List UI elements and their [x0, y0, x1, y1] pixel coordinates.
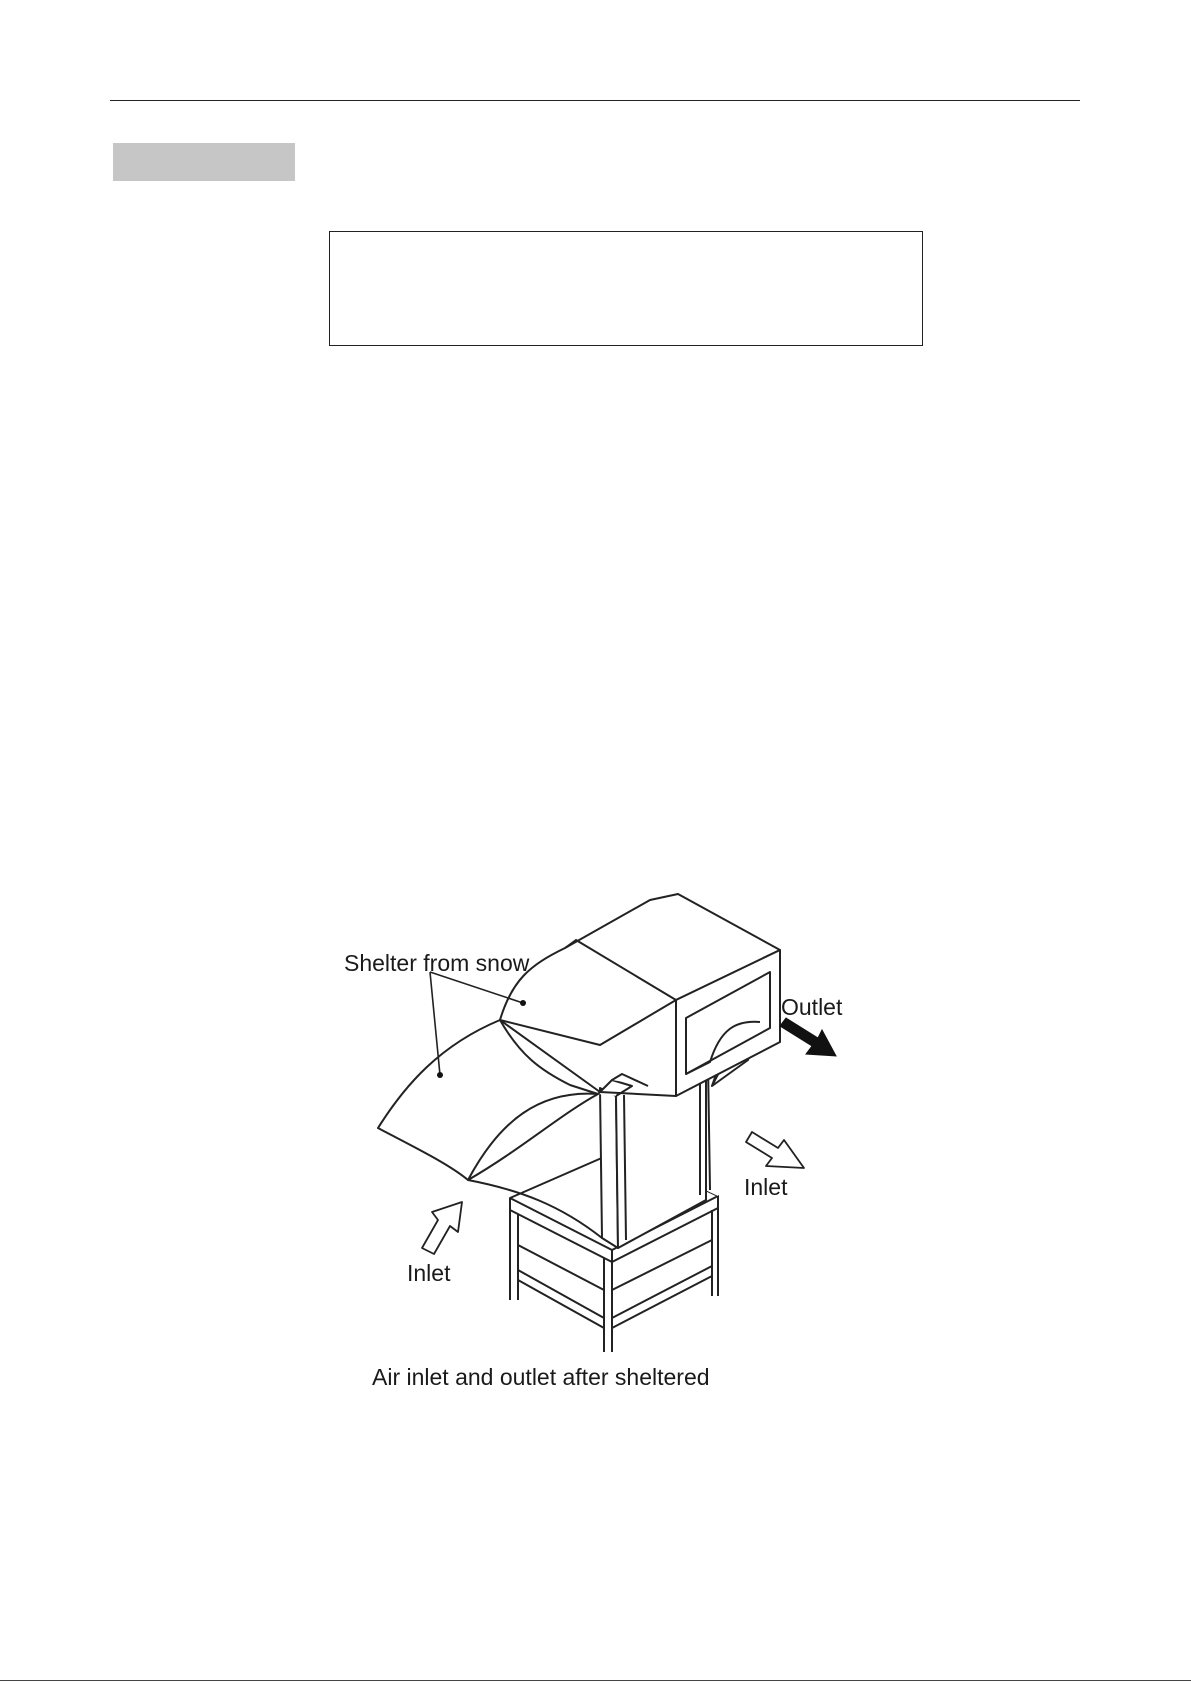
- label-outlet: Outlet: [781, 994, 843, 1020]
- outdoor-unit: [598, 1064, 718, 1248]
- label-inlet-right: Inlet: [744, 1174, 788, 1200]
- figure-caption: Air inlet and outlet after sheltered: [372, 1364, 710, 1390]
- footer-rule: [0, 1680, 1191, 1681]
- inlet-arrow-left-icon: [422, 1202, 462, 1254]
- label-inlet-left: Inlet: [407, 1260, 451, 1286]
- label-shelter-from-snow: Shelter from snow: [344, 950, 530, 976]
- outlet-arrow-icon: [780, 1018, 836, 1056]
- inlet-arrow-right-icon: [746, 1132, 804, 1168]
- upper-snow-shelter: [500, 894, 780, 1096]
